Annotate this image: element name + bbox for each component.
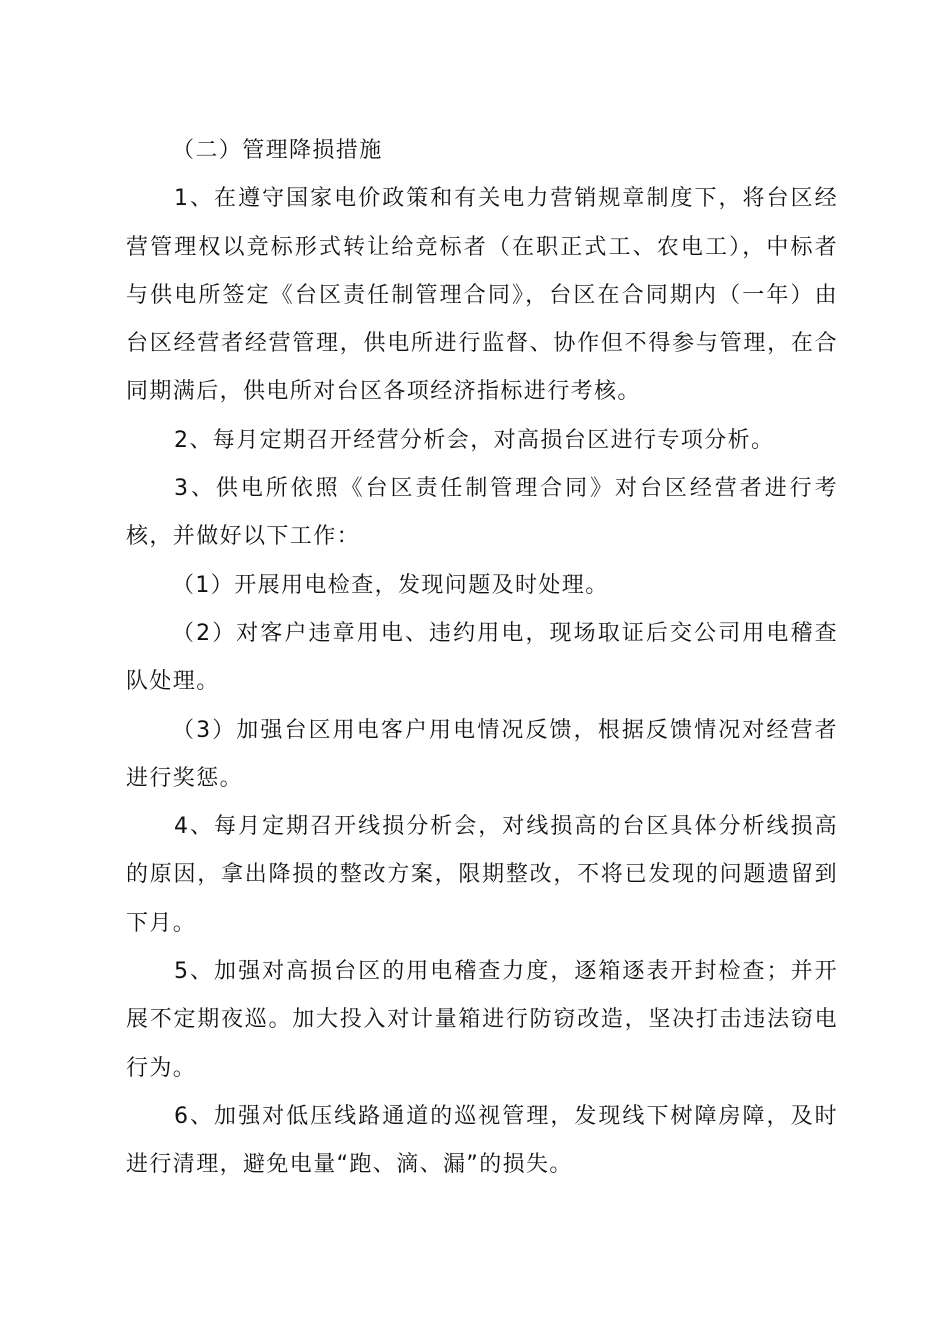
paragraph-3-item-2: （2）对客户违章用电、违约用电，现场取证后交公司用电稽查队处理。 <box>126 620 838 695</box>
document-body <box>126 127 838 1190</box>
paragraph-6: 6、加强对低压线路通道的巡视管理，发现线下树障房障，及时进行清理，避免电量“跑、滴、漏”的损失。 <box>126 1103 838 1178</box>
paragraph-5: 5、加强对高损台区的用电稽查力度，逐箱逐表开封检查；并开展不定期夜巡。加大投入对计量箱进行防窃改造，坚决打击违法窃电行为。 <box>126 959 838 1081</box>
paragraph-3-item-1: （1）开展用电检查，发现问题及时处理。 <box>172 572 609 598</box>
paragraph-3-item-3: （3）加强台区用电客户用电情况反馈，根据反馈情况对经营者进行奖惩。 <box>126 717 838 791</box>
section-heading: （二）管理降损措施 <box>172 138 383 163</box>
paragraph-4: 4、每月定期召开线损分析会，对线损高的台区具体分析线损高的原因，拿出降损的整改方案，限期整改，不将已发现的问题遗留到下月。 <box>126 814 838 936</box>
paragraph-3: 3、供电所依照《台区责任制管理合同》对台区经营者进行考核，并做好以下工作： <box>126 476 838 550</box>
paragraph-2: 2、每月定期召开经营分析会，对高损台区进行专项分析。 <box>174 427 775 453</box>
paragraph-1: 1、在遵守国家电价政策和有关电力营销规章制度下，将台区经营管理权以竞标形式转让给竞标者（在职正式工、农电工），中标者与供电所签定《台区责任制管理合同》，台区在合同期内（一年）由台区经营者经营管理，供电所进行监督、协作但不得参与管理，在合同期满后，供电所对台区各项经济指标进行考核。 <box>126 186 838 405</box>
